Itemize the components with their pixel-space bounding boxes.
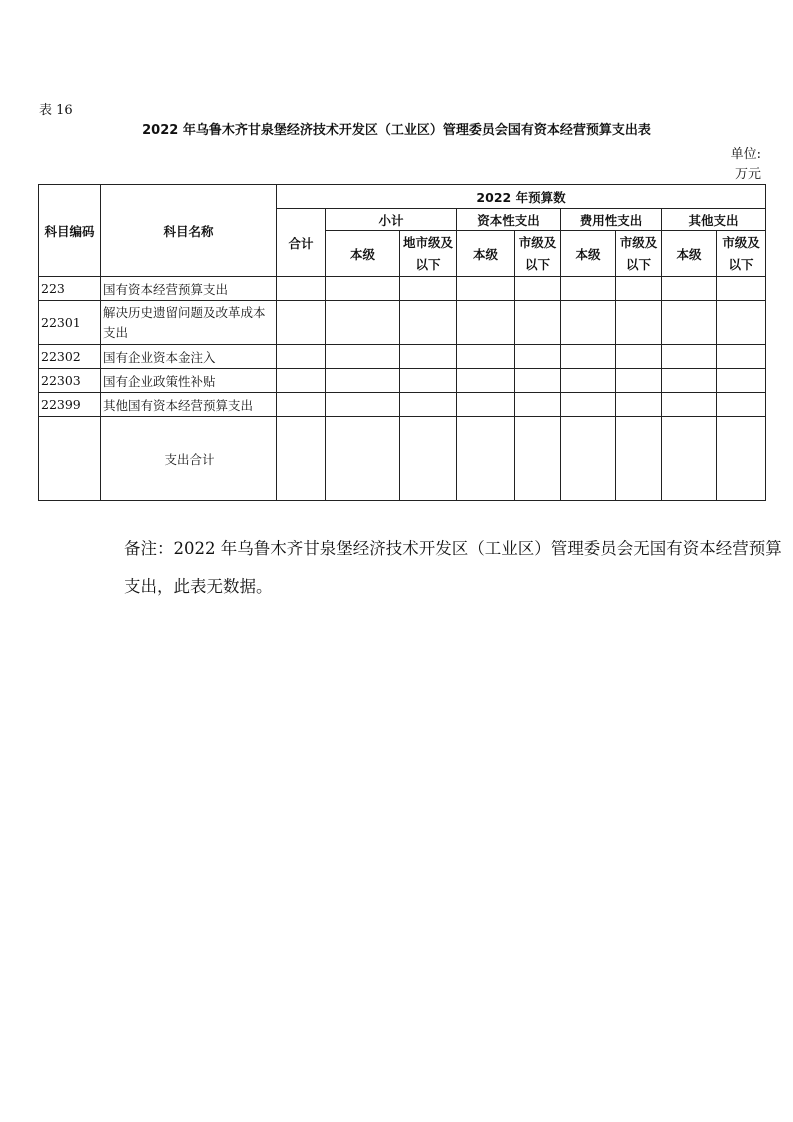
header-subtotal-local: 本级 xyxy=(326,231,400,277)
header-expense-city: 市级及以下 xyxy=(616,231,662,277)
header-subtotal-prefecture: 地市级及以下 xyxy=(400,231,457,277)
row-code: 22301 xyxy=(39,301,101,345)
header-expense-local: 本级 xyxy=(561,231,616,277)
unit-value: 万元 xyxy=(734,167,761,182)
header-expense-expenditure: 费用性支出 xyxy=(561,209,662,231)
row-name: 国有企业资本金注入 xyxy=(101,345,277,369)
row-code: 223 xyxy=(39,277,101,301)
budget-table xyxy=(38,184,766,501)
header-total: 合计 xyxy=(277,209,326,277)
header-subtotal: 小计 xyxy=(326,209,457,231)
row-name: 国有企业政策性补贴 xyxy=(101,369,277,393)
header-other-expenditure: 其他支出 xyxy=(662,209,766,231)
header-other-city: 市级及以下 xyxy=(717,231,766,277)
table-row xyxy=(39,301,766,345)
header-other-local: 本级 xyxy=(662,231,717,277)
table-row xyxy=(39,345,766,369)
header-capital-local: 本级 xyxy=(457,231,515,277)
row-code: 22303 xyxy=(39,369,101,393)
row-code: 22399 xyxy=(39,393,101,417)
table-row xyxy=(39,393,766,417)
header-subject-name: 科目名称 xyxy=(101,185,277,277)
document-title: 2022 年乌鲁木齐甘泉堡经济技术开发区（工业区）管理委员会国有资本经营预算支出表 xyxy=(142,123,651,138)
footnote: 备注：2022 年乌鲁木齐甘泉堡经济技术开发区（工业区）管理委员会无国有资本经营预算支出，此表无数据。 xyxy=(124,539,782,596)
header-capital-expenditure: 资本性支出 xyxy=(457,209,561,231)
table-row xyxy=(39,277,766,301)
total-row xyxy=(39,417,766,501)
row-name: 其他国有资本经营预算支出 xyxy=(101,393,277,417)
unit-label: 单位: xyxy=(730,147,761,162)
table-row xyxy=(39,369,766,393)
header-budget-2022: 2022 年预算数 xyxy=(277,185,766,209)
row-name: 国有资本经营预算支出 xyxy=(101,277,277,301)
header-capital-city: 市级及以下 xyxy=(515,231,561,277)
table-label: 表 16 xyxy=(39,103,73,118)
row-code: 22302 xyxy=(39,345,101,369)
header-subject-code: 科目编码 xyxy=(39,185,101,277)
row-name: 解决历史遗留问题及改革成本支出 xyxy=(101,301,277,345)
total-label: 支出合计 xyxy=(101,417,277,501)
